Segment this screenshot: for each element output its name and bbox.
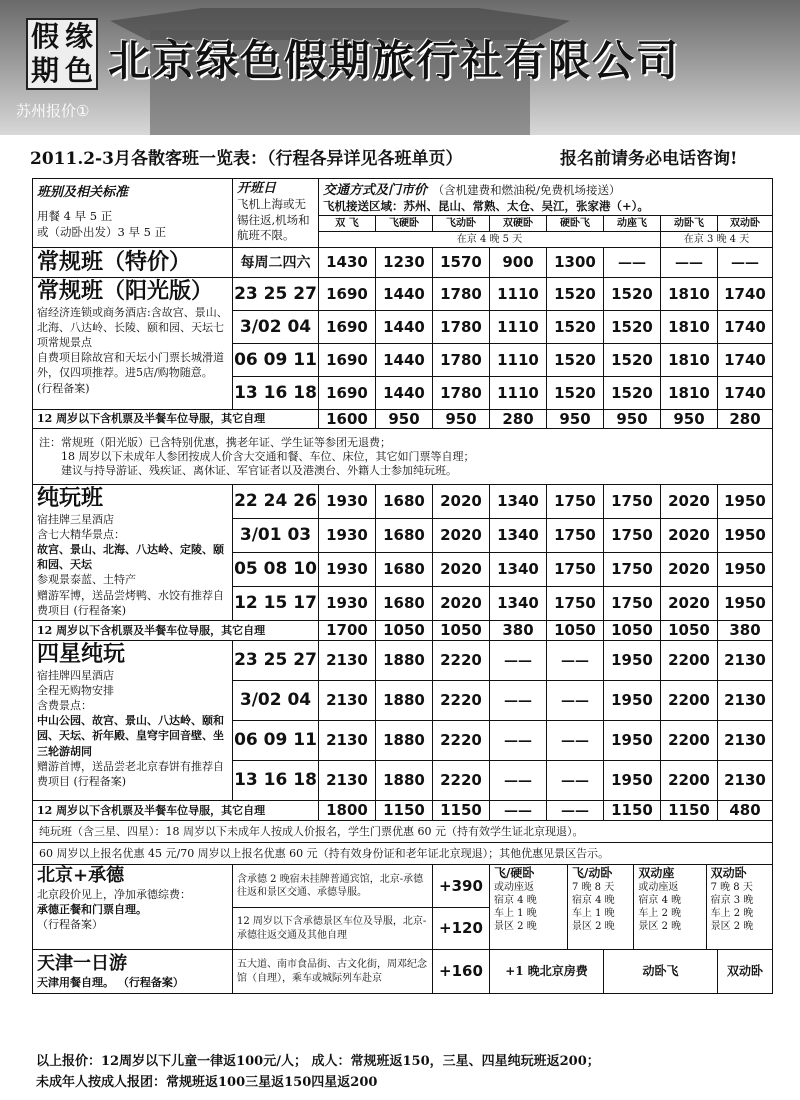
price-cell: 2020: [661, 485, 718, 519]
child-label: 12 周岁以下含机票及半餐车位导服，其它自理: [33, 621, 319, 641]
price-cell: 480: [718, 801, 773, 821]
chengde-option: [490, 865, 568, 949]
note-line: 18 周岁以下未成年人参团按成人价含大交通和餐、车位、床位，其它如门票等自理；: [61, 449, 475, 463]
company-name: 北京绿色假期旅行社有限公司: [108, 36, 681, 85]
chengde-add: +120: [433, 907, 490, 950]
price-cell: 1750: [547, 553, 604, 587]
logo-char: 假: [30, 20, 59, 53]
price-cell: 1690: [319, 311, 376, 344]
price-cell: 2130: [319, 721, 376, 761]
transport-header: [319, 179, 773, 216]
price-cell: 2200: [661, 681, 718, 721]
price-cell: 1930: [319, 587, 376, 621]
subtitle-warning: 报名前请务必电话咨询!: [560, 149, 738, 169]
price-cell: 1950: [604, 641, 661, 681]
four-cell: [33, 641, 233, 801]
price-cell: 1110: [490, 377, 547, 410]
regular-name: 常规班（特价）: [33, 248, 233, 278]
option-title: 飞/硬卧: [494, 866, 535, 881]
option-line: 或动座返: [638, 882, 679, 894]
price-cell: 1520: [547, 278, 604, 311]
chengde-option: [568, 865, 634, 949]
child-label: 12 周岁以下含机票及半餐车位导服，其它自理: [33, 410, 319, 429]
price-cell: 2130: [319, 641, 376, 681]
price-cell: 1690: [319, 377, 376, 410]
price-cell: 1750: [604, 587, 661, 621]
pure-desc: 参观景泰蓝、土特产: [37, 573, 136, 587]
price-cell: ——: [490, 801, 547, 821]
price-cell: 1680: [376, 587, 433, 621]
price-cell: 380: [718, 621, 773, 641]
price-cell: 1740: [718, 377, 773, 410]
price-cell: 1340: [490, 485, 547, 519]
price-cell: 1150: [376, 801, 433, 821]
option-line: 宿京 4 晚: [494, 895, 537, 907]
price-cell: 1780: [433, 311, 490, 344]
tianjin-name: 天津一日游: [37, 953, 127, 975]
price-cell: 1740: [718, 311, 773, 344]
chengde-row: [33, 865, 773, 908]
child-row: [33, 801, 773, 821]
price-cell: 1600: [319, 410, 376, 429]
price-cell: 1050: [604, 621, 661, 641]
chengde-desc: （行程备案）: [37, 918, 103, 932]
option-line: 景区 2 晚: [571, 921, 615, 933]
std-header-cell: [33, 179, 233, 248]
sunshine-desc: 宿经济连锁或商务酒店:含故宫、景山、北海、八达岭、长陵、颐和园、天坛七项常规景点: [37, 305, 228, 350]
price-cell: 1810: [661, 344, 718, 377]
std-or: 或（动卧出发）3 早 5 正: [37, 224, 167, 239]
price-cell: 2020: [433, 587, 490, 621]
sunshine-name: 常规班（阳光版）: [37, 278, 214, 305]
option-line: 景区 2 晚: [638, 921, 682, 933]
chengde-include: 含承德 2 晚宿未挂牌普通宾馆，北京-承德往返和景区交通、承德导服。: [233, 865, 433, 908]
pure-row: [33, 485, 773, 519]
option-title: 飞/动卧: [571, 866, 613, 881]
pure-name: 纯玩班: [37, 485, 104, 512]
pure-desc: 宿挂牌三星酒店: [37, 512, 114, 526]
price-cell: 1110: [490, 311, 547, 344]
price-cell: 950: [604, 410, 661, 429]
price-cell: 1950: [604, 761, 661, 801]
price-cell: 950: [433, 410, 490, 429]
price-cell: 2020: [433, 485, 490, 519]
option-line: 车上 2 晚: [638, 908, 682, 920]
departure-date: 23 25 27: [233, 641, 319, 681]
chengde-option: [634, 865, 706, 949]
option-line: 车上 1 晚: [571, 908, 615, 920]
departure-date: 3/01 03: [233, 519, 319, 553]
sunshine-cell: [33, 278, 233, 410]
price-cell: 1810: [661, 278, 718, 311]
price-cell: 1440: [376, 344, 433, 377]
option-line: 车上 1 晚: [494, 908, 537, 920]
price-cell: 1520: [547, 344, 604, 377]
price-cell: 1520: [547, 311, 604, 344]
price-cell: 2220: [433, 761, 490, 801]
price-cell: 1110: [490, 278, 547, 311]
price-cell: 1520: [547, 377, 604, 410]
mode-header: 动座飞: [604, 216, 661, 232]
price-cell: 2200: [661, 761, 718, 801]
tianjin-opt: 动卧飞: [604, 950, 718, 994]
std-title: 班别及相关标准: [37, 185, 129, 201]
price-cell: 1150: [661, 801, 718, 821]
chengde-add: +390: [433, 865, 490, 908]
price-cell: 1050: [433, 621, 490, 641]
pure-desc: 含七大精华景点：: [37, 527, 125, 541]
chengde-desc: 承德正餐和门票自理。: [37, 903, 147, 917]
price-cell: 1150: [604, 801, 661, 821]
departure-date: 05 08 10: [233, 553, 319, 587]
transport-zone: 飞机接送区域：苏州、昆山、常熟、太仓、吴江，张家港（+）。: [323, 198, 649, 213]
price-cell: 1810: [661, 311, 718, 344]
tianjin-row: [33, 950, 773, 994]
price-cell: 950: [661, 410, 718, 429]
price-cell: 1570: [433, 248, 490, 278]
price-cell: 2130: [718, 721, 773, 761]
four-desc: 中山公园、故宫、景山、八达岭、颐和园、天坛、祈年殿、皇穹宇回音壁、坐三轮游胡同: [37, 714, 224, 758]
price-cell: 2020: [433, 553, 490, 587]
price-cell: 1880: [376, 641, 433, 681]
price-cell: 1880: [376, 681, 433, 721]
footer-line: 未成年人按成人报团：常规班返100三星返150四星返200: [36, 1075, 378, 1090]
price-cell: ——: [718, 248, 773, 278]
price-cell: 1930: [319, 519, 376, 553]
four-desc: 宿挂牌四星酒店: [37, 668, 114, 682]
tianjin-room: +1 晚北京房费: [490, 950, 604, 994]
option-line: 宿京 4 晚: [638, 895, 682, 907]
price-cell: 1340: [490, 553, 547, 587]
departure-date: 13 16 18: [233, 377, 319, 410]
price-cell: ——: [490, 641, 547, 681]
price-cell: 1050: [376, 621, 433, 641]
four-desc: 含费景点：: [37, 699, 92, 713]
price-cell: 1680: [376, 485, 433, 519]
tianjin-cell: [33, 950, 233, 994]
transport-title: 交通方式及门市价: [323, 183, 428, 198]
price-cell: 1950: [718, 485, 773, 519]
four-row: [33, 641, 773, 681]
price-cell: 1880: [376, 721, 433, 761]
price-cell: 1740: [718, 278, 773, 311]
price-cell: 2020: [661, 587, 718, 621]
logo-char: 期: [30, 54, 59, 87]
option-line: 7 晚 8 天: [710, 882, 753, 894]
stay-4-nights: 在京 4 晚 5 天: [319, 232, 661, 248]
price-cell: 1950: [604, 681, 661, 721]
price-cell: 1680: [376, 519, 433, 553]
price-cell: ——: [604, 248, 661, 278]
tianjin-opt: 双动卧: [718, 950, 773, 994]
price-cell: 1340: [490, 587, 547, 621]
price-cell: 1880: [376, 761, 433, 801]
mode-header: 动卧飞: [661, 216, 718, 232]
mode-header: 双动卧: [718, 216, 773, 232]
mode-header: 双硬卧: [490, 216, 547, 232]
notes-cell: [33, 429, 773, 485]
price-cell: 280: [490, 410, 547, 429]
departure-date: 06 09 11: [233, 721, 319, 761]
price-cell: 2220: [433, 721, 490, 761]
price-cell: ——: [490, 761, 547, 801]
price-cell: 1750: [547, 519, 604, 553]
pure-desc: 赠游军博，送品尝烤鸭、水饺有推荐自费项目 (行程备案): [37, 588, 224, 617]
option-line: 景区 2 晚: [494, 921, 537, 933]
footer: [36, 1051, 600, 1093]
pure-desc: 故宫、景山、北海、八达岭、定陵、颐和园、天坛: [37, 543, 224, 572]
price-cell: 2220: [433, 681, 490, 721]
departure-date: 06 09 11: [233, 344, 319, 377]
price-cell: 2200: [661, 641, 718, 681]
price-cell: 1150: [433, 801, 490, 821]
price-cell: 1750: [604, 519, 661, 553]
price-cell: 280: [718, 410, 773, 429]
pure-note-row: [33, 843, 773, 865]
price-cell: 380: [490, 621, 547, 641]
option-title: 双动卧: [710, 866, 747, 881]
tianjin-sub: 天津用餐自理。 （行程备案）: [37, 975, 184, 989]
option-line: 车上 2 晚: [710, 908, 754, 920]
option-line: 景区 2 晚: [710, 921, 754, 933]
price-cell: 1750: [604, 485, 661, 519]
price-cell: ——: [547, 721, 604, 761]
chengde-cell: [33, 865, 233, 950]
price-cell: 1780: [433, 377, 490, 410]
pure-note-1: 纯玩班（含三星、四星）：18 周岁以下未成年人按成人价报名，学生门票优惠 60 元（持有效学生证北京现退）。: [33, 821, 773, 843]
price-cell: 2130: [718, 761, 773, 801]
price-cell: ——: [490, 721, 547, 761]
price-cell: 1520: [604, 344, 661, 377]
price-cell: 2130: [718, 681, 773, 721]
header-banner: [0, 0, 800, 135]
price-cell: 1750: [604, 553, 661, 587]
footer-line: 以上报价：12周岁以下儿童一律返100元/人； 成人：常规班返150，三星、四星纯玩班返200；: [36, 1054, 600, 1069]
price-cell: 1780: [433, 344, 490, 377]
price-cell: 2220: [433, 641, 490, 681]
child-row: [33, 621, 773, 641]
price-cell: ——: [547, 641, 604, 681]
four-desc: 赠游首博，送品尝老北京春饼有推荐自费项目 (行程备案): [37, 759, 224, 788]
chengde-include: 12 周岁以下含承德景区车位及导服，北京-承德往返交通及其他自理: [233, 907, 433, 950]
price-cell: 1950: [718, 587, 773, 621]
price-cell: 1230: [376, 248, 433, 278]
price-cell: 2020: [433, 519, 490, 553]
dep-title: 开班日: [237, 181, 277, 197]
price-cell: ——: [547, 801, 604, 821]
departure-date: 12 15 17: [233, 587, 319, 621]
dep-header-cell: [233, 179, 319, 248]
sunshine-desc: 自费项目除故宫和天坛小门票长城滑道外，仅四项推荐。进5店/购物随意。 (行程备案): [37, 351, 224, 395]
chengde-name: 北京+承德: [37, 865, 125, 887]
option-title: 双动座: [638, 866, 675, 881]
price-cell: 1520: [604, 278, 661, 311]
std-meal: 用餐 4 早 5 正: [37, 209, 113, 224]
price-cell: 1440: [376, 377, 433, 410]
logo-char: 缘: [64, 20, 93, 53]
price-cell: 2130: [319, 761, 376, 801]
price-table: [32, 178, 773, 994]
note-line: 注：常规班（阳光版）已含特别优惠，携老年证、学生证等参团无退费；: [39, 435, 391, 449]
mode-header: 硬卧飞: [547, 216, 604, 232]
four-desc: 全程无购物安排: [37, 683, 114, 697]
option-line: 7 晚 8 天: [571, 882, 615, 894]
price-cell: 1690: [319, 278, 376, 311]
price-cell: 900: [490, 248, 547, 278]
price-cell: 1950: [604, 721, 661, 761]
price-cell: ——: [490, 681, 547, 721]
option-line: 或动座返: [494, 882, 534, 894]
four-name: 四星纯玩: [37, 641, 126, 668]
note-line: 建议与持导游证、残疾证、离休证、军官证者以及港澳台、外籍人士参加纯玩班。: [61, 464, 457, 478]
departure-date: 3/02 04: [233, 311, 319, 344]
price-cell: 1750: [547, 587, 604, 621]
price-cell: 1440: [376, 278, 433, 311]
price-cell: 1780: [433, 278, 490, 311]
chengde-option: [707, 865, 772, 949]
price-cell: 1810: [661, 377, 718, 410]
transport-note: （含机建费和燃油税/免费机场接送）: [432, 183, 621, 197]
price-cell: 950: [547, 410, 604, 429]
child-label: 12 周岁以下含机票及半餐车位导服，其它自理: [33, 801, 319, 821]
price-cell: 1930: [319, 553, 376, 587]
price-cell: 1520: [604, 311, 661, 344]
company-logo: [26, 18, 98, 90]
price-cell: 1750: [547, 485, 604, 519]
logo-char: 色: [64, 54, 93, 87]
price-cell: 1690: [319, 344, 376, 377]
price-cell: 1520: [604, 377, 661, 410]
price-cell: 1340: [490, 519, 547, 553]
departure-date: 3/02 04: [233, 681, 319, 721]
option-line: 宿京 4 晚: [571, 895, 615, 907]
city-label: 苏州报价①: [16, 102, 90, 120]
mode-header: 飞动卧: [433, 216, 490, 232]
pure-note-row: [33, 821, 773, 843]
stay-3-nights: 在京 3 晚 4 天: [661, 232, 773, 248]
tianjin-add: +160: [433, 950, 490, 994]
sunshine-row: [33, 278, 773, 311]
price-cell: 1950: [718, 519, 773, 553]
price-cell: 1110: [490, 344, 547, 377]
mode-header: 双 飞: [319, 216, 376, 232]
price-cell: 1740: [718, 344, 773, 377]
price-cell: 2130: [718, 641, 773, 681]
tianjin-desc: 五大道、南市食品街、古文化街，周邓纪念馆（自理），乘车或城际列车赴京: [233, 950, 433, 994]
pure-note-2: 60 周岁以上报名优惠 45 元/70 周岁以上报名优惠 60 元（持有效身份证和老年证北京现退）；其他优惠见景区告示。: [33, 843, 773, 865]
price-cell: 1950: [718, 553, 773, 587]
mode-header: 飞硬卧: [376, 216, 433, 232]
price-cell: 1430: [319, 248, 376, 278]
departure-date: 13 16 18: [233, 761, 319, 801]
option-line: 宿京 3 晚: [710, 895, 754, 907]
departure-date: 22 24 26: [233, 485, 319, 519]
price-cell: 1700: [319, 621, 376, 641]
price-cell: ——: [547, 761, 604, 801]
pure-cell: [33, 485, 233, 621]
notes-row: [33, 429, 773, 485]
chengde-desc: 北京段价见上，净加承德综费：: [37, 888, 191, 902]
child-row: [33, 410, 773, 429]
price-cell: 2020: [661, 519, 718, 553]
chengde-options: [490, 865, 773, 950]
departure-date: 23 25 27: [233, 278, 319, 311]
price-cell: ——: [661, 248, 718, 278]
dep-note: 飞机上海或无锡往返,机场和航班不限。: [237, 197, 310, 243]
price-cell: ——: [547, 681, 604, 721]
price-cell: 950: [376, 410, 433, 429]
price-cell: 2200: [661, 721, 718, 761]
price-cell: 1300: [547, 248, 604, 278]
regular-row: [33, 248, 773, 278]
price-cell: 1930: [319, 485, 376, 519]
price-cell: 1800: [319, 801, 376, 821]
subtitle-main: 2011.2-3月各散客班一览表：（行程各异详见各班单页）: [30, 149, 463, 169]
price-cell: 2020: [661, 553, 718, 587]
regular-days: 每周二四六: [233, 248, 319, 278]
price-cell: 1680: [376, 553, 433, 587]
price-cell: 1440: [376, 311, 433, 344]
price-cell: 1050: [661, 621, 718, 641]
price-cell: 2130: [319, 681, 376, 721]
price-cell: 1050: [547, 621, 604, 641]
